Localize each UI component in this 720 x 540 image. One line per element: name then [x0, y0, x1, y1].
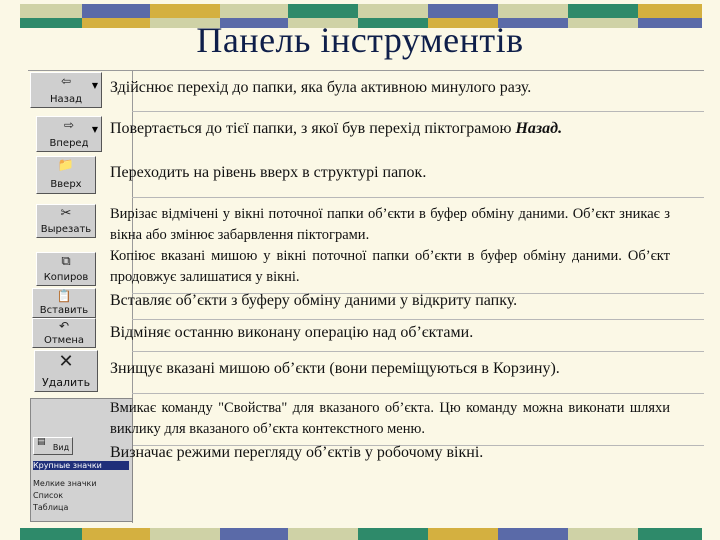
chevron-down-icon: ▼: [91, 81, 98, 90]
row-divider: [132, 351, 704, 352]
scissors-icon: ✂: [60, 206, 72, 221]
views-icon: ▤: [37, 437, 46, 447]
description-forward: [110, 118, 670, 140]
cut-button[interactable]: ✂ Вырезать: [36, 204, 96, 238]
description-paste: Вставляє об’єкти з буферу обміну даними у відкриту папку.: [110, 292, 518, 309]
forward-button[interactable]: ⇨ Вперед ▼: [36, 116, 102, 152]
row-divider: [132, 393, 704, 394]
back-term: Назад.: [515, 120, 563, 137]
views-menu-item[interactable]: Таблица: [33, 503, 69, 512]
description-copy: Копіює вказані мишою у вікні поточної папки об’єкти в буфер обміну даними. Об’єкт продовжує залишатися у вікні.: [110, 248, 670, 285]
paste-icon: 📋: [56, 289, 72, 303]
slide-title: Панель інструментів: [196, 20, 524, 60]
row-divider: [132, 319, 704, 320]
row-divider: [132, 111, 704, 112]
views-button[interactable]: ▤ Вид: [33, 437, 73, 455]
back-button[interactable]: ⇦ Назад ▼: [30, 72, 102, 108]
arrow-left-icon: ⇦: [60, 74, 72, 88]
description-cut: Вирізає відмічені у вікні поточної папки об’єкти в буфер обміну даними. Об’єкт зникає з вікна або змінює забарвлення піктограми.: [110, 206, 670, 243]
views-menu-item[interactable]: Список: [33, 491, 64, 500]
copy-button[interactable]: ⧉ Копиров: [36, 252, 96, 286]
description-forward-text: Повертається до тієї папки, з якої був перехід піктограмою: [110, 120, 512, 137]
delete-x-icon: ✕: [58, 351, 74, 372]
views-menu-item[interactable]: Крупные значки: [33, 461, 129, 470]
row-divider: [132, 197, 704, 198]
description-delete: Знищує вказані мишою об’єкти (вони переміщуються в Корзину).: [110, 360, 560, 377]
views-menu-item[interactable]: Мелкие значки: [33, 479, 97, 488]
description-back: Здійснює перехід до папки, яка була активною минулого разу.: [110, 79, 532, 96]
folder-up-icon: 📁: [57, 158, 75, 173]
paste-button[interactable]: 📋 Вставить: [32, 288, 96, 318]
arrow-right-icon: ⇨: [63, 118, 75, 132]
description-up: Переходить на рівень вверх в структурі папок.: [110, 164, 427, 181]
description-properties: Вмикає команду "Свойства" для вказаного об’єкта. Цю команду можна виконати шляхи виклику для вказаного об’єкта контекстного меню.: [110, 400, 670, 437]
undo-icon: ↶: [58, 319, 70, 333]
description-undo: Відміняє останню виконану операцію над об’єктами.: [110, 324, 474, 341]
copy-icon: ⧉: [61, 254, 71, 269]
undo-button[interactable]: ↶ Отмена: [32, 318, 96, 348]
decorative-bottom-band: [0, 528, 720, 540]
description-views: Визначає режими перегляду об’єктів у робочому вікні.: [110, 444, 484, 461]
chevron-down-icon: ▼: [91, 125, 98, 134]
delete-button[interactable]: ✕ Удалить: [34, 350, 98, 392]
up-button[interactable]: 📁 Вверх: [36, 156, 96, 194]
